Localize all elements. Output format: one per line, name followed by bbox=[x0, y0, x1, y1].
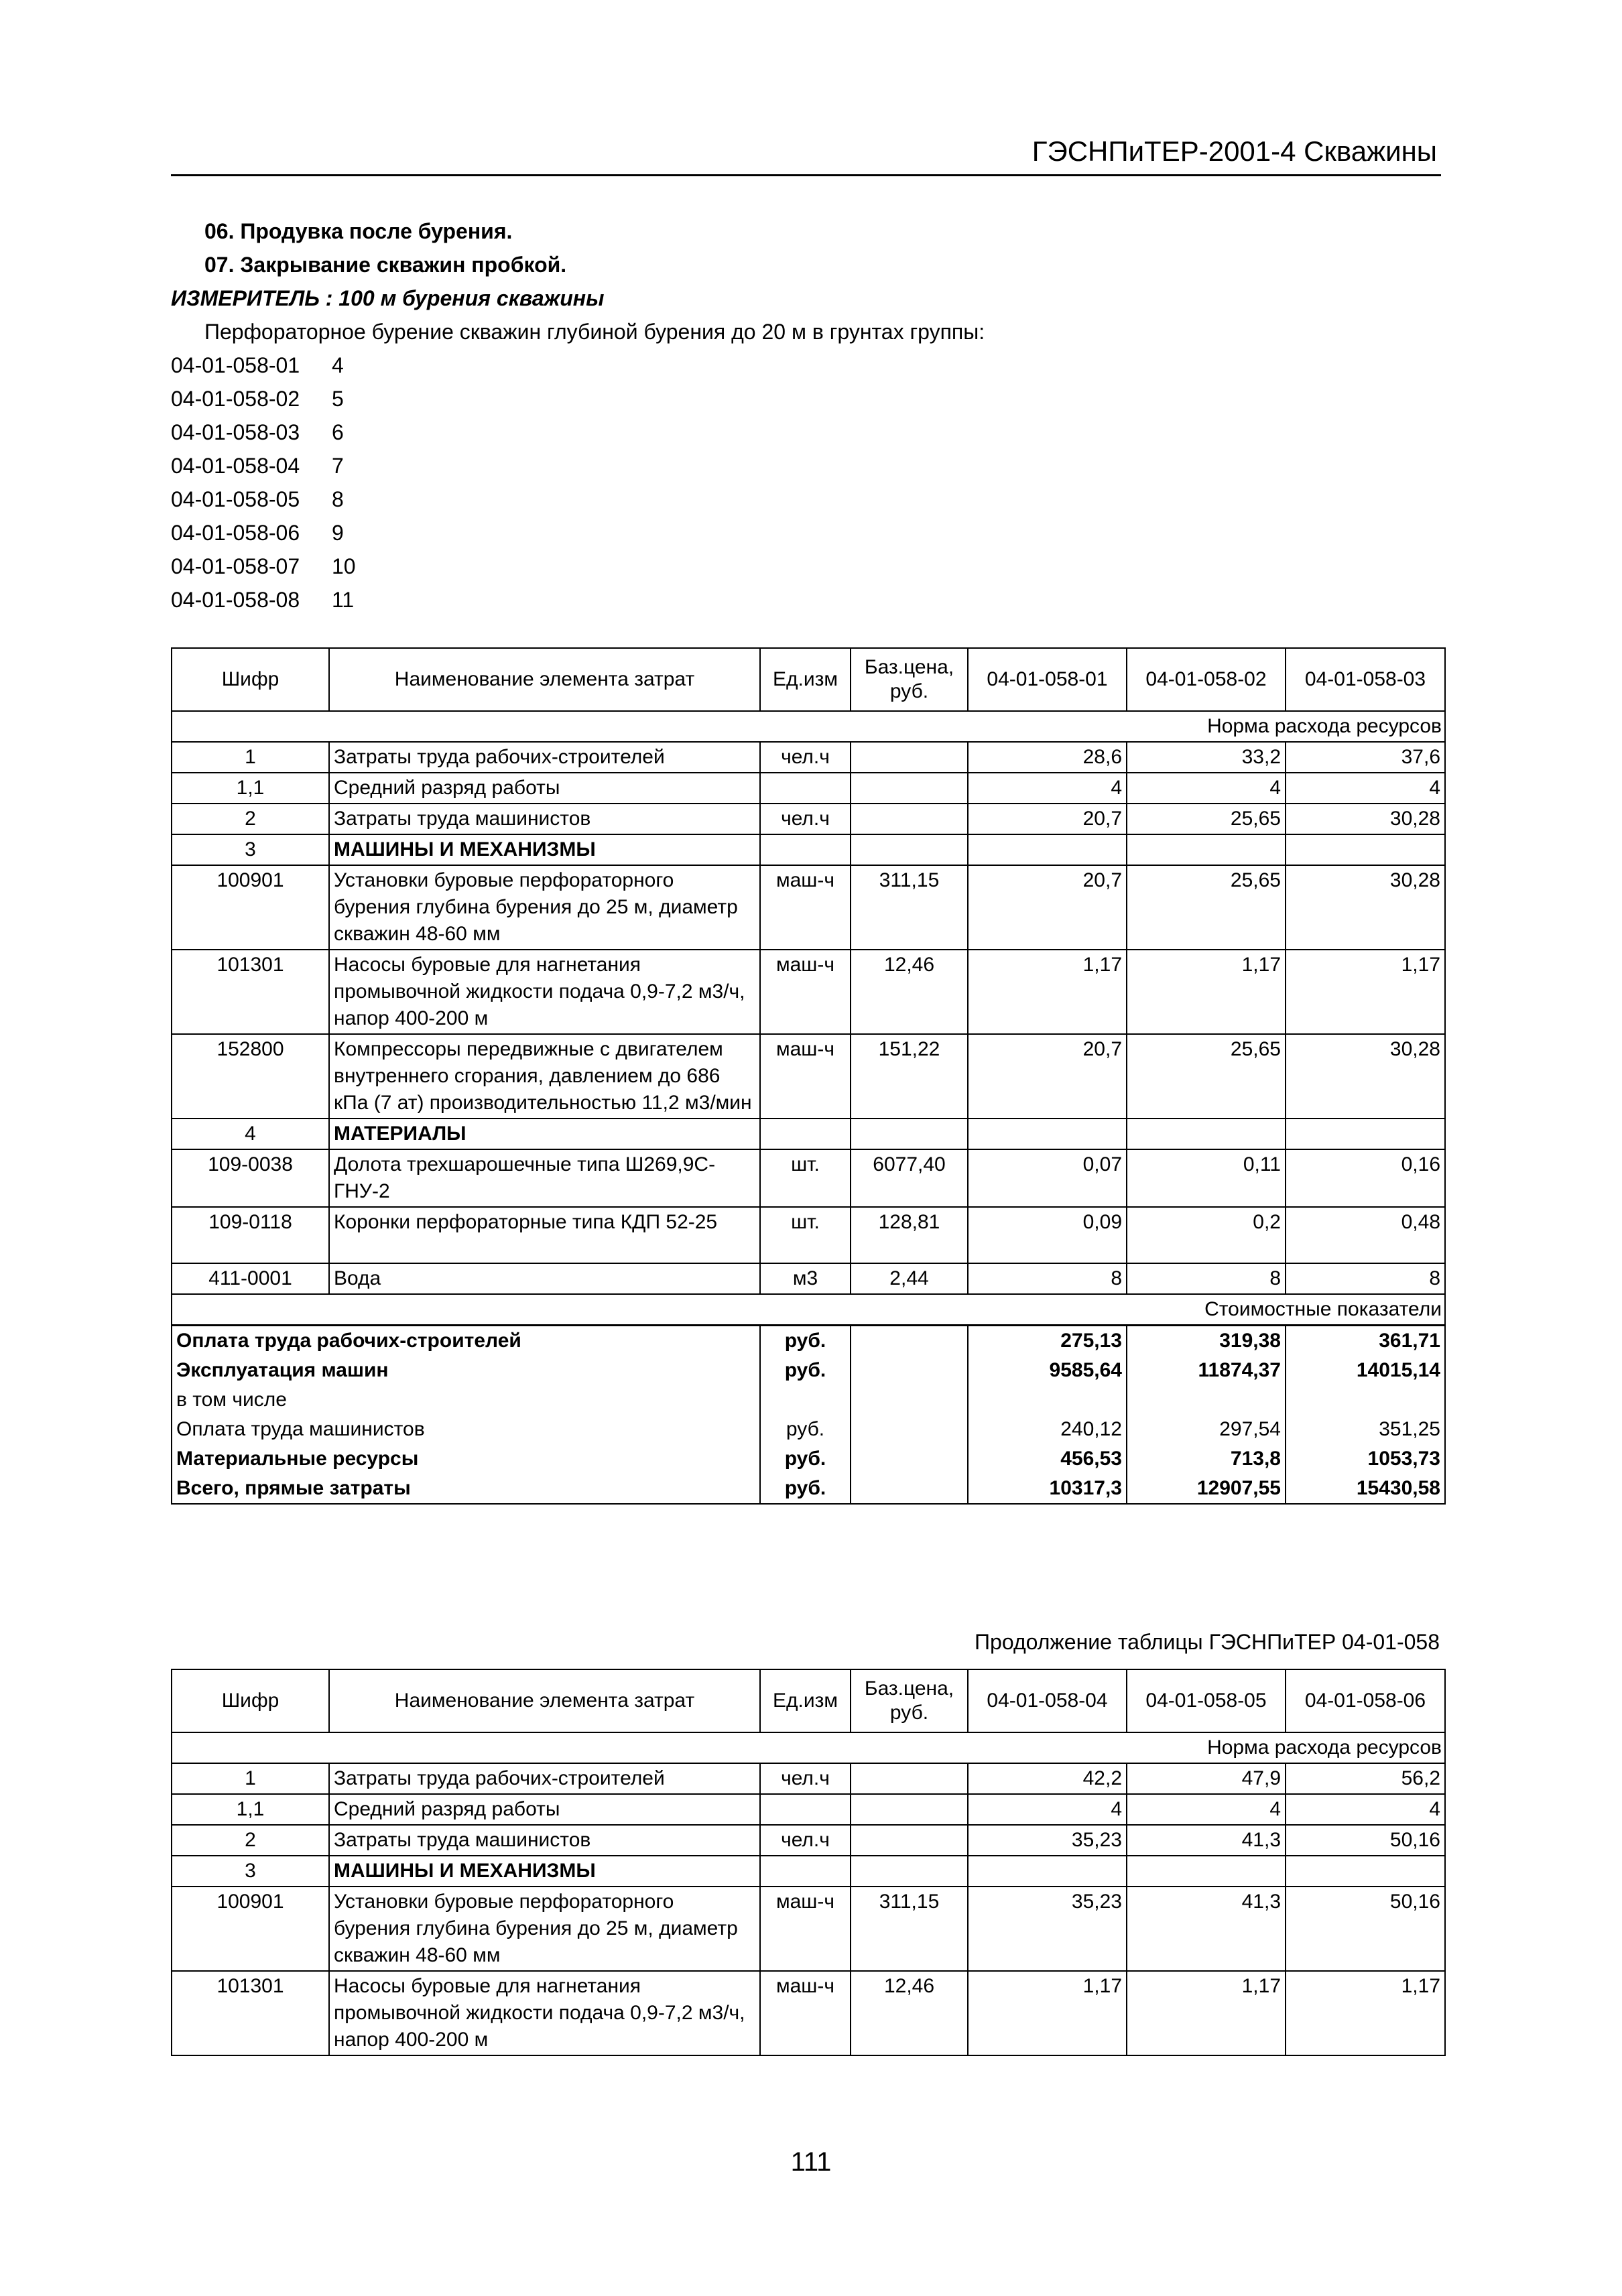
cell-name: Установки буровые перфораторного бурения глубина бурения до 25 м, диаметр скважин 48-60 мм bbox=[329, 1887, 760, 1971]
soil-group: 6 bbox=[332, 420, 344, 444]
cell-value: 1,17 bbox=[968, 1971, 1127, 2055]
cell-code: 109-0038 bbox=[172, 1149, 329, 1207]
cell-value bbox=[968, 1119, 1127, 1149]
cell-value: 50,16 bbox=[1286, 1825, 1445, 1856]
cell-code: 101301 bbox=[172, 950, 329, 1034]
cell-unit bbox=[760, 1385, 851, 1415]
cell-empty bbox=[851, 1444, 968, 1474]
cost-row bbox=[172, 1326, 1445, 1356]
cell-code: 1 bbox=[172, 742, 329, 773]
cell-price bbox=[851, 804, 968, 834]
cell-code: 2 bbox=[172, 804, 329, 834]
section-row bbox=[172, 1856, 1445, 1887]
cell-value: 319,38 bbox=[1127, 1326, 1286, 1356]
norm-code: 04-01-058-03 bbox=[171, 420, 300, 444]
cell-value: 37,6 bbox=[1286, 742, 1445, 773]
column-header: Ед.изм bbox=[760, 648, 851, 711]
cell-value: 41,3 bbox=[1127, 1825, 1286, 1856]
cell-value bbox=[1127, 1856, 1286, 1887]
cell-value: 4 bbox=[1127, 773, 1286, 804]
code-list-item bbox=[171, 382, 1444, 416]
cell-name: Насосы буровые для нагнетания промывочной жидкости подача 0,9-7,2 м3/ч, напор 400-200 м bbox=[329, 950, 760, 1034]
cell-unit: чел.ч bbox=[760, 1763, 851, 1794]
code-list-item bbox=[171, 416, 1444, 449]
cell-code: 1,1 bbox=[172, 773, 329, 804]
column-header: 04-01-058-04 bbox=[968, 1669, 1127, 1732]
cell-name: Затраты труда машинистов bbox=[329, 804, 760, 834]
soil-group: 9 bbox=[332, 521, 344, 545]
table-row bbox=[172, 1263, 1445, 1294]
code-list-item bbox=[171, 516, 1444, 550]
cell-name: Коронки перфораторные типа КДП 52-25 bbox=[329, 1207, 760, 1263]
cell-price bbox=[851, 1794, 968, 1825]
cell-name: Насосы буровые для нагнетания промывочной жидкости подача 0,9-7,2 м3/ч, напор 400-200 м bbox=[329, 1971, 760, 2055]
cell-value: 35,23 bbox=[968, 1887, 1127, 1971]
cell-price bbox=[851, 1119, 968, 1149]
cell-value: 0,11 bbox=[1127, 1149, 1286, 1207]
cell-code: 2 bbox=[172, 1825, 329, 1856]
cell-value: 0,07 bbox=[968, 1149, 1127, 1207]
table-row bbox=[172, 1149, 1445, 1207]
cost-label-row bbox=[172, 1294, 1445, 1326]
cell-value: 25,65 bbox=[1127, 865, 1286, 950]
cell-price: 128,81 bbox=[851, 1207, 968, 1263]
soil-group: 7 bbox=[332, 454, 344, 478]
cell-code: 1 bbox=[172, 1763, 329, 1794]
cell-code: 3 bbox=[172, 1856, 329, 1887]
cost-row-label: Оплата труда машинистов bbox=[172, 1415, 760, 1444]
column-header: 04-01-058-02 bbox=[1127, 648, 1286, 711]
cost-row-label: Эксплуатация машин bbox=[172, 1356, 760, 1385]
cell-value: 8 bbox=[968, 1263, 1127, 1294]
cell-price bbox=[851, 1825, 968, 1856]
cell-value bbox=[1286, 834, 1445, 865]
cell-value: 41,3 bbox=[1127, 1887, 1286, 1971]
code-list-item bbox=[171, 583, 1444, 617]
cell-value: 28,6 bbox=[968, 742, 1127, 773]
cell-value: 30,28 bbox=[1286, 804, 1445, 834]
cell-unit bbox=[760, 834, 851, 865]
cell-value: 56,2 bbox=[1286, 1763, 1445, 1794]
measure-line: ИЗМЕРИТЕЛЬ : 100 м бурения скважины bbox=[171, 286, 605, 310]
cell-unit: руб. bbox=[760, 1415, 851, 1444]
cell-unit: маш-ч bbox=[760, 865, 851, 950]
cell-name: Компрессоры передвижные с двигателем внутреннего сгорания, давлением до 686 кПа (7 ат) производительностью 11,2 м3/мин bbox=[329, 1034, 760, 1119]
cell-code: 101301 bbox=[172, 1971, 329, 2055]
cell-unit: маш-ч bbox=[760, 1034, 851, 1119]
cell-name: Средний разряд работы bbox=[329, 1794, 760, 1825]
table-row bbox=[172, 1034, 1445, 1119]
cell-price: 311,15 bbox=[851, 865, 968, 950]
table-row bbox=[172, 1971, 1445, 2055]
norm-code: 04-01-058-08 bbox=[171, 588, 300, 612]
column-header: Шифр bbox=[172, 648, 329, 711]
cell-value bbox=[1286, 1856, 1445, 1887]
cell-value bbox=[1286, 1119, 1445, 1149]
cell-code: 152800 bbox=[172, 1034, 329, 1119]
cell-value: 1,17 bbox=[1127, 950, 1286, 1034]
cell-value: 25,65 bbox=[1127, 1034, 1286, 1119]
cell-value: 4 bbox=[1286, 773, 1445, 804]
cell-unit bbox=[760, 1856, 851, 1887]
cell-value: 4 bbox=[1127, 1794, 1286, 1825]
section-title: МАШИНЫ И МЕХАНИЗМЫ bbox=[329, 1856, 760, 1887]
cell-value: 0,09 bbox=[968, 1207, 1127, 1263]
column-header: Шифр bbox=[172, 1669, 329, 1732]
cell-value: 456,53 bbox=[968, 1444, 1127, 1474]
cell-value: 20,7 bbox=[968, 804, 1127, 834]
table-header-row bbox=[172, 1669, 1445, 1732]
header-title: ГЭСНПиТЕР-2001-4 Скважины bbox=[1032, 135, 1437, 167]
cell-value: 0,2 bbox=[1127, 1207, 1286, 1263]
table-row bbox=[172, 1763, 1445, 1794]
work-step: 06. Продувка после бурения. bbox=[204, 219, 513, 243]
cell-price bbox=[851, 1763, 968, 1794]
cell-name: Установки буровые перфораторного бурения глубина бурения до 25 м, диаметр скважин 48-60 мм bbox=[329, 865, 760, 950]
cell-unit bbox=[760, 1794, 851, 1825]
table-row bbox=[172, 865, 1445, 950]
cost-row-label: Материальные ресурсы bbox=[172, 1444, 760, 1474]
column-header: 04-01-058-01 bbox=[968, 648, 1127, 711]
cell-value: 8 bbox=[1286, 1263, 1445, 1294]
cell-value: 20,7 bbox=[968, 865, 1127, 950]
column-header: Баз.цена, руб. bbox=[851, 648, 968, 711]
cell-empty bbox=[851, 1415, 968, 1444]
norm-label-row bbox=[172, 1732, 1445, 1763]
cell-value: 50,16 bbox=[1286, 1887, 1445, 1971]
column-header: Наименование элемента затрат bbox=[329, 648, 760, 711]
norm-code: 04-01-058-01 bbox=[171, 353, 300, 377]
soil-group: 10 bbox=[332, 554, 356, 578]
soil-group: 8 bbox=[332, 487, 344, 511]
cell-value: 4 bbox=[968, 773, 1127, 804]
norm-code: 04-01-058-02 bbox=[171, 387, 300, 411]
cell-value: 35,23 bbox=[968, 1825, 1127, 1856]
cell-price: 151,22 bbox=[851, 1034, 968, 1119]
cell-code: 109-0118 bbox=[172, 1207, 329, 1263]
cell-unit: руб. bbox=[760, 1474, 851, 1504]
section-title: МАШИНЫ И МЕХАНИЗМЫ bbox=[329, 834, 760, 865]
code-list-item bbox=[171, 348, 1444, 382]
table-header-row bbox=[172, 648, 1445, 711]
cell-price: 2,44 bbox=[851, 1263, 968, 1294]
cell-value: 14015,14 bbox=[1286, 1356, 1445, 1385]
cell-name: Долота трехшарошечные типа Ш269,9С-ГНУ-2 bbox=[329, 1149, 760, 1207]
cell-price: 6077,40 bbox=[851, 1149, 968, 1207]
cell-name: Затраты труда машинистов bbox=[329, 1825, 760, 1856]
cell-value: 8 bbox=[1127, 1263, 1286, 1294]
cell-price: 311,15 bbox=[851, 1887, 968, 1971]
cost-row-label: Всего, прямые затраты bbox=[172, 1474, 760, 1504]
column-header: Баз.цена, руб. bbox=[851, 1669, 968, 1732]
cell-name: Средний разряд работы bbox=[329, 773, 760, 804]
column-header: Наименование элемента затрат bbox=[329, 1669, 760, 1732]
cell-code: 100901 bbox=[172, 865, 329, 950]
cell-value: 361,71 bbox=[1286, 1326, 1445, 1356]
page-header bbox=[171, 131, 1441, 176]
cell-value: 47,9 bbox=[1127, 1763, 1286, 1794]
norm-description: Перфораторное бурение скважин глубиной бурения до 20 м в грунтах группы: bbox=[204, 320, 985, 344]
cost-label: Стоимостные показатели bbox=[172, 1294, 1445, 1326]
cell-value: 10317,3 bbox=[968, 1474, 1127, 1504]
cell-name: Затраты труда рабочих-строителей bbox=[329, 1763, 760, 1794]
cell-value: 4 bbox=[968, 1794, 1127, 1825]
cell-code: 3 bbox=[172, 834, 329, 865]
cell-value bbox=[968, 1385, 1127, 1415]
cell-code: 4 bbox=[172, 1119, 329, 1149]
cell-price bbox=[851, 773, 968, 804]
section-row bbox=[172, 834, 1445, 865]
cell-value: 240,12 bbox=[968, 1415, 1127, 1444]
table-row bbox=[172, 742, 1445, 773]
soil-group: 4 bbox=[332, 353, 344, 377]
cost-row bbox=[172, 1444, 1445, 1474]
cell-value: 4 bbox=[1286, 1794, 1445, 1825]
cell-value: 713,8 bbox=[1127, 1444, 1286, 1474]
code-list-item bbox=[171, 550, 1444, 583]
cell-value: 1,17 bbox=[1127, 1971, 1286, 2055]
cell-value: 33,2 bbox=[1127, 742, 1286, 773]
cell-empty bbox=[851, 1326, 968, 1356]
table-row bbox=[172, 1887, 1445, 1971]
continuation-note: Продолжение таблицы ГЭСНПиТЕР 04-01-058 bbox=[975, 1630, 1440, 1654]
cell-value: 42,2 bbox=[968, 1763, 1127, 1794]
section-row bbox=[172, 1119, 1445, 1149]
table-row bbox=[172, 804, 1445, 834]
cost-row-label: в том числе bbox=[172, 1385, 760, 1415]
cell-unit: чел.ч bbox=[760, 1825, 851, 1856]
norm-code: 04-01-058-06 bbox=[171, 521, 300, 545]
cost-row bbox=[172, 1474, 1445, 1504]
cost-row bbox=[172, 1415, 1445, 1444]
cell-name: Вода bbox=[329, 1263, 760, 1294]
cell-value: 1053,73 bbox=[1286, 1444, 1445, 1474]
cell-code: 100901 bbox=[172, 1887, 329, 1971]
cell-unit bbox=[760, 1119, 851, 1149]
cell-unit: шт. bbox=[760, 1207, 851, 1263]
cell-value: 15430,58 bbox=[1286, 1474, 1445, 1504]
cell-value: 297,54 bbox=[1127, 1415, 1286, 1444]
intro-block bbox=[171, 214, 1444, 617]
cell-price: 12,46 bbox=[851, 950, 968, 1034]
cell-name: Затраты труда рабочих-строителей bbox=[329, 742, 760, 773]
cell-value: 25,65 bbox=[1127, 804, 1286, 834]
cell-price: 12,46 bbox=[851, 1971, 968, 2055]
norm-code: 04-01-058-04 bbox=[171, 454, 300, 478]
cell-value: 1,17 bbox=[1286, 950, 1445, 1034]
column-header: Ед.изм bbox=[760, 1669, 851, 1732]
cell-empty bbox=[851, 1474, 968, 1504]
cell-unit: руб. bbox=[760, 1444, 851, 1474]
cell-value: 30,28 bbox=[1286, 865, 1445, 950]
cell-value: 30,28 bbox=[1286, 1034, 1445, 1119]
column-header: 04-01-058-03 bbox=[1286, 648, 1445, 711]
norm-table-1 bbox=[171, 647, 1446, 1505]
soil-group: 5 bbox=[332, 387, 344, 411]
cell-code: 1,1 bbox=[172, 1794, 329, 1825]
cell-value bbox=[1127, 1119, 1286, 1149]
cell-unit: маш-ч bbox=[760, 1887, 851, 1971]
cell-code: 411-0001 bbox=[172, 1263, 329, 1294]
cell-value bbox=[1286, 1385, 1445, 1415]
cell-unit: шт. bbox=[760, 1149, 851, 1207]
cell-value: 351,25 bbox=[1286, 1415, 1445, 1444]
cell-value bbox=[968, 834, 1127, 865]
cell-value: 0,16 bbox=[1286, 1149, 1445, 1207]
cell-value: 275,13 bbox=[968, 1326, 1127, 1356]
cost-row bbox=[172, 1385, 1445, 1415]
table-row bbox=[172, 1207, 1445, 1263]
cost-row bbox=[172, 1356, 1445, 1385]
table-row bbox=[172, 1794, 1445, 1825]
section-title: МАТЕРИАЛЫ bbox=[329, 1119, 760, 1149]
cell-unit: чел.ч bbox=[760, 742, 851, 773]
cell-value: 11874,37 bbox=[1127, 1356, 1286, 1385]
cell-unit bbox=[760, 773, 851, 804]
table-row bbox=[172, 950, 1445, 1034]
cell-unit: маш-ч bbox=[760, 950, 851, 1034]
cell-price bbox=[851, 742, 968, 773]
cell-price bbox=[851, 834, 968, 865]
code-list-item bbox=[171, 449, 1444, 483]
cell-unit: м3 bbox=[760, 1263, 851, 1294]
norm-label-row bbox=[172, 711, 1445, 742]
work-step: 07. Закрывание скважин пробкой. bbox=[204, 253, 567, 277]
column-header: 04-01-058-05 bbox=[1127, 1669, 1286, 1732]
cell-value: 20,7 bbox=[968, 1034, 1127, 1119]
cell-price bbox=[851, 1856, 968, 1887]
cell-unit: маш-ч bbox=[760, 1971, 851, 2055]
cell-value bbox=[1127, 834, 1286, 865]
cell-value: 1,17 bbox=[968, 950, 1127, 1034]
cell-value: 12907,55 bbox=[1127, 1474, 1286, 1504]
norm-table-2 bbox=[171, 1669, 1446, 2056]
table-row bbox=[172, 1825, 1445, 1856]
cell-value bbox=[1127, 1385, 1286, 1415]
cell-empty bbox=[851, 1356, 968, 1385]
cost-row-label: Оплата труда рабочих-строителей bbox=[172, 1326, 760, 1356]
soil-group: 11 bbox=[332, 588, 355, 612]
cell-value: 0,48 bbox=[1286, 1207, 1445, 1263]
code-list-item bbox=[171, 483, 1444, 516]
norm-label: Норма расхода ресурсов bbox=[172, 1732, 1445, 1763]
page-number: 111 bbox=[790, 2147, 832, 2177]
norm-code: 04-01-058-07 bbox=[171, 554, 300, 578]
column-header: 04-01-058-06 bbox=[1286, 1669, 1445, 1732]
cell-value bbox=[968, 1856, 1127, 1887]
norm-label: Норма расхода ресурсов bbox=[172, 711, 1445, 742]
cell-empty bbox=[851, 1385, 968, 1415]
cell-unit: руб. bbox=[760, 1356, 851, 1385]
cell-value: 1,17 bbox=[1286, 1971, 1445, 2055]
cell-value: 9585,64 bbox=[968, 1356, 1127, 1385]
table-row bbox=[172, 773, 1445, 804]
norm-code: 04-01-058-05 bbox=[171, 487, 300, 511]
cell-unit: чел.ч bbox=[760, 804, 851, 834]
cell-unit: руб. bbox=[760, 1326, 851, 1356]
